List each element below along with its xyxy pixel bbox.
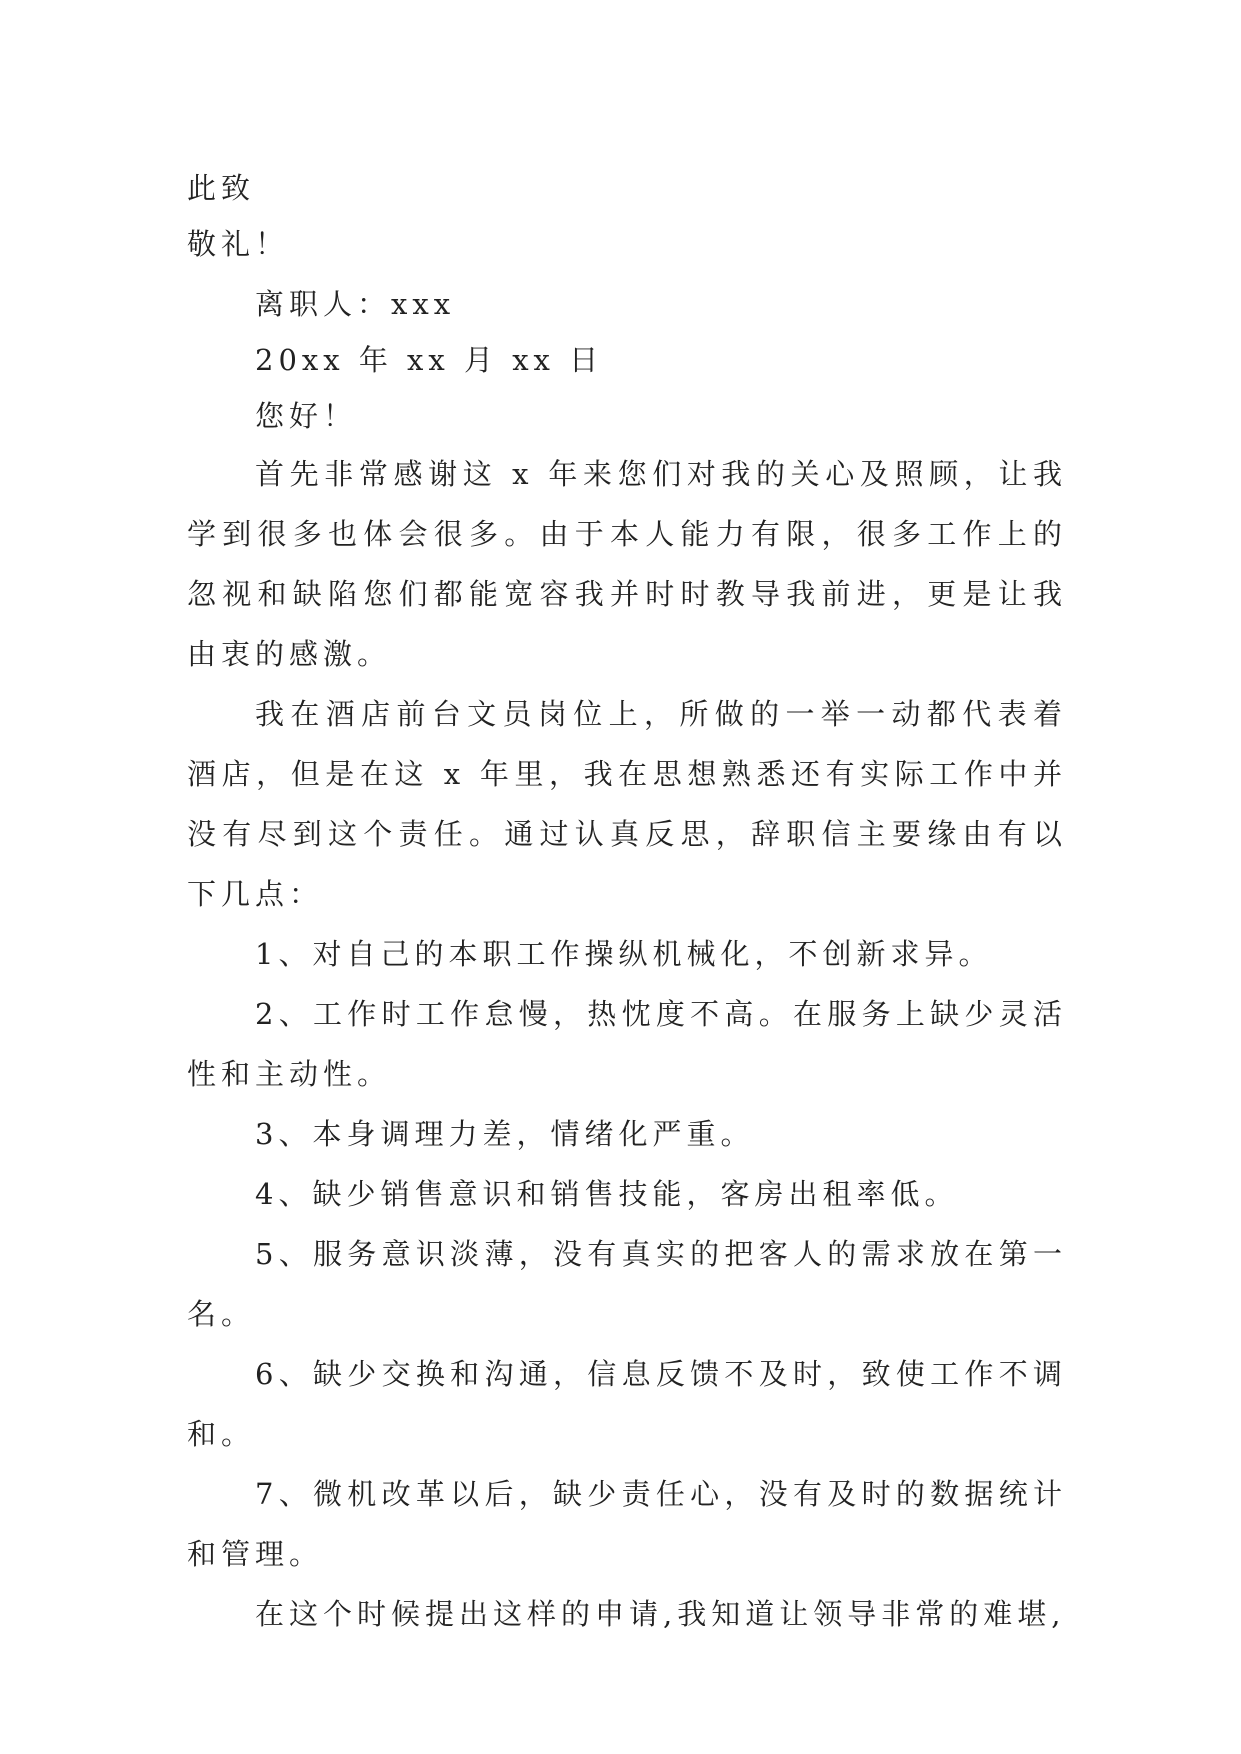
letter-body	[187, 160, 1067, 1644]
list-item-7: 7、微机改革以后，缺少责任心，没有及时的数据统计和管理。	[187, 1477, 1067, 1571]
list-item-5: 5、服务意识淡薄，没有真实的把客人的需求放在第一名。	[187, 1237, 1067, 1331]
list-item-2: 2、工作时工作怠慢，热忱度不高。在服务上缺少灵活性和主动性。	[187, 997, 1067, 1091]
signature-line: 离职人：xxx	[255, 287, 456, 321]
paragraph-1: 首先非常感谢这 x 年来您们对我的关心及照顾，让我学到很多也体会很多。由于本人能力有限，很多工作上的忽视和缺陷您们都能宽容我并时时教导我前进，更是让我由衷的感激。	[187, 457, 1067, 671]
list-item-1: 1、对自己的本职工作操纵机械化，不创新求异。	[255, 937, 993, 971]
closing-line-1: 此致	[187, 171, 256, 205]
greeting-line: 您好！	[255, 399, 358, 433]
list-item-6: 6、缺少交换和沟通，信息反馈不及时，致使工作不调和。	[187, 1357, 1067, 1451]
date-line: 20xx 年 xx 月 xx 日	[255, 343, 604, 377]
list-item-3: 3、本身调理力差，情绪化严重。	[255, 1117, 755, 1151]
final-paragraph: 在这个时候提出这样的申请,我知道让领导非常的难堪,	[255, 1597, 1066, 1631]
paragraph-2: 我在酒店前台文员岗位上，所做的一举一动都代表着酒店，但是在这 x 年里，我在思想熟悉还有实际工作中并没有尽到这个责任。通过认真反思，辞职信主要缘由有以下几点：	[187, 697, 1067, 911]
list-item-4: 4、缺少销售意识和销售技能，客房出租率低。	[255, 1177, 959, 1211]
closing-line-2: 敬礼！	[187, 227, 290, 261]
